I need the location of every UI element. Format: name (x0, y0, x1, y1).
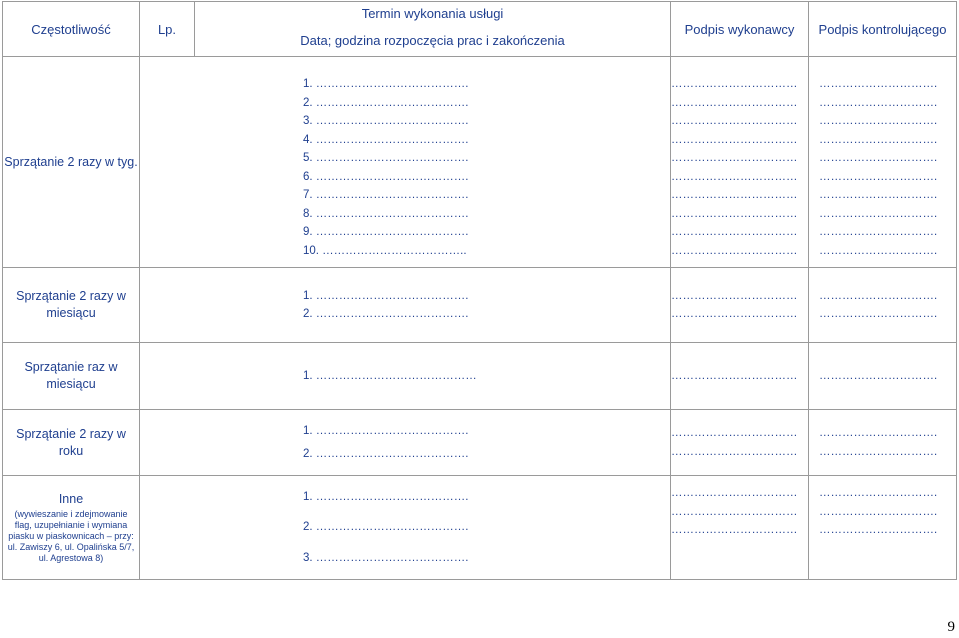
signature-line: …………………………. (819, 308, 938, 320)
signature-line: …………………………… (671, 427, 798, 439)
signature-line: …………………………. (819, 369, 938, 382)
other-description: (wywieszanie i zdejmowanie flag, uzupełnianie i wymiana piasku w piaskownicach – przy: ul. Zawiszy 6, ul. Opalińska 5/7, ul. Agrestowa 8) (7, 508, 135, 563)
signature-line: …………………………… (671, 244, 798, 257)
schedule-row-biweekly (3, 268, 957, 343)
signature-line: …………………………. (819, 78, 938, 90)
signature-line: …………………………… (671, 445, 798, 458)
schedule-row-yearly (3, 410, 957, 476)
signature-line: …………………………. (819, 427, 938, 439)
signature-line: …………………………… (671, 189, 798, 201)
other-title: Inne (58, 491, 84, 506)
signature-line: …………………………… (671, 96, 798, 109)
signature-line: …………………………… (671, 170, 798, 183)
signature-line: …………………………… (671, 369, 798, 382)
controller-signature-cell (809, 343, 957, 410)
signature-line: …………………………… (671, 505, 798, 518)
date-line: 3. …………………………………. (303, 115, 469, 127)
controller-signature-cell (809, 268, 957, 343)
signature-line: …………………………. (819, 96, 938, 109)
date-line: 10. ……………………………….. (303, 244, 467, 257)
signature-line: …………………………. (819, 170, 938, 183)
signature-line: …………………………… (671, 226, 798, 238)
date-line: 6. …………………………………. (303, 170, 469, 183)
date-line: 2. …………………………………. (303, 521, 469, 534)
header-contractor-signature: Podpis wykonawcy (671, 2, 809, 57)
date-line: 1. …………………………………… (303, 369, 477, 382)
contractor-signature-cell (671, 410, 809, 476)
page-number: 9 (947, 619, 955, 635)
controller-signature-cell (809, 410, 957, 476)
schedule-row-monthly (3, 343, 957, 410)
signature-line: …………………………. (819, 133, 938, 146)
date-line: 2. …………………………………. (303, 96, 469, 109)
signature-line: …………………………… (671, 308, 798, 320)
signature-line: …………………………. (819, 189, 938, 201)
signature-line: …………………………. (819, 152, 938, 164)
controller-signature-cell (809, 57, 957, 268)
date-line: 3. …………………………………. (303, 551, 469, 564)
frequency-cell (3, 476, 140, 580)
signature-line: …………………………… (671, 207, 798, 220)
signature-line: …………………………… (671, 115, 798, 127)
cleaning-schedule-table (2, 1, 957, 580)
signature-line: …………………………. (819, 115, 938, 127)
header-row (3, 2, 957, 26)
signature-line: …………………………… (671, 524, 798, 536)
date-line: 1. …………………………………. (303, 424, 469, 437)
contractor-signature-cell (671, 476, 809, 580)
signature-line: …………………………… (671, 289, 798, 302)
signature-line: …………………………. (819, 244, 938, 257)
date-line: 1. …………………………………. (303, 78, 469, 90)
header-service-line2: Data; godzina rozpoczęcia prac i zakończenia (195, 26, 671, 57)
signature-line: …………………………. (819, 487, 938, 499)
signature-line: …………………………… (671, 133, 798, 146)
dates-cell (140, 476, 671, 580)
contractor-signature-cell (671, 268, 809, 343)
date-line: 1. …………………………………. (303, 289, 469, 302)
dates-cell (140, 410, 671, 476)
date-line: 7. …………………………………. (303, 189, 469, 201)
header-lp: Lp. (140, 2, 195, 57)
frequency-cell: Sprzątanie 2 razy w miesiącu (3, 268, 140, 343)
date-line: 2. …………………………………. (303, 308, 469, 320)
date-line: 1. …………………………………. (303, 490, 469, 503)
dates-cell (140, 268, 671, 343)
contractor-signature-cell (671, 57, 809, 268)
signature-line: …………………………… (671, 152, 798, 164)
dates-cell (140, 57, 671, 268)
signature-line: …………………………. (819, 524, 938, 536)
date-line: 9. …………………………………. (303, 226, 469, 238)
signature-line: …………………………. (819, 289, 938, 302)
frequency-cell: Sprzątanie 2 razy w tyg. (3, 57, 140, 268)
dates-cell (140, 343, 671, 410)
signature-line: …………………………. (819, 505, 938, 518)
date-line: 4. …………………………………. (303, 133, 469, 146)
frequency-cell: Sprzątanie raz w miesiącu (3, 343, 140, 410)
contractor-signature-cell (671, 343, 809, 410)
signature-line: …………………………. (819, 226, 938, 238)
controller-signature-cell (809, 476, 957, 580)
signature-line: …………………………… (671, 78, 798, 90)
signature-line: …………………………. (819, 445, 938, 458)
frequency-cell: Sprzątanie 2 razy w roku (3, 410, 140, 476)
header-service-line1: Termin wykonania usługi (195, 2, 671, 26)
header-controller-signature: Podpis kontrolującego (809, 2, 957, 57)
date-line: 8. …………………………………. (303, 207, 469, 220)
signature-line: …………………………. (819, 207, 938, 220)
date-line: 2. …………………………………. (303, 448, 469, 460)
signature-line: …………………………… (671, 487, 798, 499)
schedule-row-weekly (3, 57, 957, 268)
schedule-row-other (3, 476, 957, 580)
date-line: 5. …………………………………. (303, 152, 469, 164)
header-frequency: Częstotliwość (3, 2, 140, 57)
